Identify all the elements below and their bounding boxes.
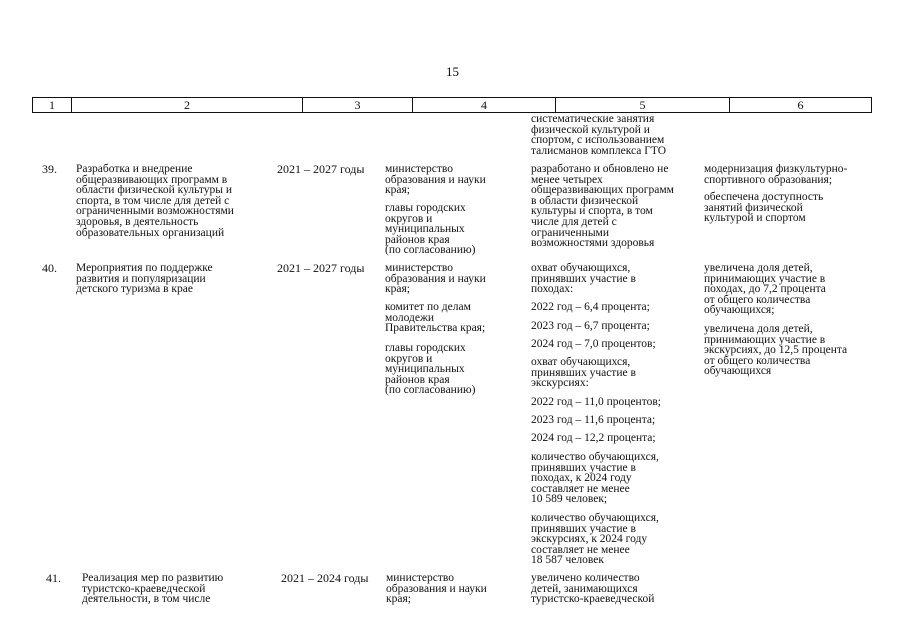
row-40-result: увеличена доля детей, принимающих участие в походах, до 7,2 процента от общего количества обучающихся; <box>704 262 826 317</box>
row-39-indicator: разработано и обновлено не менее четырех общеразвивающих программ в области физической культуры и спорта, в том числе для детей с ограниченными возможностями здоровья <box>531 163 674 250</box>
row-40-number: 40. <box>42 261 57 275</box>
row-39-period: 2021 – 2027 годы <box>277 162 365 176</box>
row-39-name: Разработка и внедрение общеразвивающих программ в области физической культуры и спорта, в том числе для детей с ограниченными возможностями здоровья, в деятельность образовательных организаций <box>76 163 234 239</box>
row-41-name: Реализация мер по развитию туристско-краеведческой деятельности, в том числе <box>82 572 224 606</box>
row-39-result: обеспечена доступность занятий физической культурой и спортом <box>704 191 824 225</box>
header-col-6: 6 <box>797 98 804 112</box>
row-40-indicator: 2023 год – 6,7 процента; <box>531 320 650 332</box>
page-number: 15 <box>446 64 459 79</box>
row-40-indicator: количество обучающихся, принявших участие в походах, к 2024 году составляет не менее 10 589 человек; <box>531 451 659 506</box>
row-41-indicator: увеличено количество детей, занимающихся туристско-краеведческой <box>531 572 655 606</box>
row-41-executor: министерство образования и науки края; <box>386 572 487 606</box>
row-41-number: 41. <box>46 571 61 585</box>
row-40-result: увеличена доля детей, принимающих участие в экскурсиях, до 12,5 процента от общего количества обучающихся <box>704 323 848 378</box>
row-39-executor: министерство образования и науки края; <box>385 163 486 197</box>
row-40-indicator: 2023 год – 11,6 процента; <box>531 414 656 426</box>
header-col-1: 1 <box>49 98 55 112</box>
row-40-indicator: 2024 год – 12,2 процента; <box>531 432 656 444</box>
row-40-indicator: охват обучающихся, принявших участие в экскурсиях: <box>531 356 636 390</box>
row-40-indicator: 2022 год – 11,0 процентов; <box>531 396 661 408</box>
row-40-indicator: охват обучающихся, принявших участие в походах: <box>531 262 636 296</box>
row-40-executor: министерство образования и науки края; <box>385 262 486 296</box>
row-39-executor: главы городских округов и муниципальных районов края (по согласованию) <box>385 202 476 257</box>
header-col-3: 3 <box>354 98 361 112</box>
row-40-executor: комитет по делам молодежи Правительства края; <box>385 301 486 335</box>
header-col-4: 4 <box>481 98 487 112</box>
row-40-name: Мероприятия по поддержке развития и популяризации детского туризма в крае <box>76 262 213 296</box>
row-40-indicator: 2022 год – 6,4 процента; <box>531 301 650 313</box>
row-39-result: модернизация физкультурно- спортивного образования; <box>704 163 848 186</box>
header-col-2: 2 <box>184 98 190 112</box>
row-40-period: 2021 – 2027 годы <box>277 261 365 275</box>
row-40-indicator: 2024 год – 7,0 процентов; <box>531 338 656 350</box>
row-39-number: 39. <box>42 162 57 176</box>
row-40-executor: главы городских округов и муниципальных районов края (по согласованию) <box>385 342 476 397</box>
table-header-row <box>32 97 872 113</box>
continuation-indicator: систематические занятия физической культурой и спортом, с использованием талисманов комплекса ГТО <box>531 113 667 157</box>
header-col-5: 5 <box>639 98 646 112</box>
row-40-indicator: количество обучающихся, принявших участие в экскурсиях, к 2024 году составляет не менее 18 587 человек <box>531 512 659 567</box>
row-41-period: 2021 – 2024 годы <box>281 571 369 585</box>
